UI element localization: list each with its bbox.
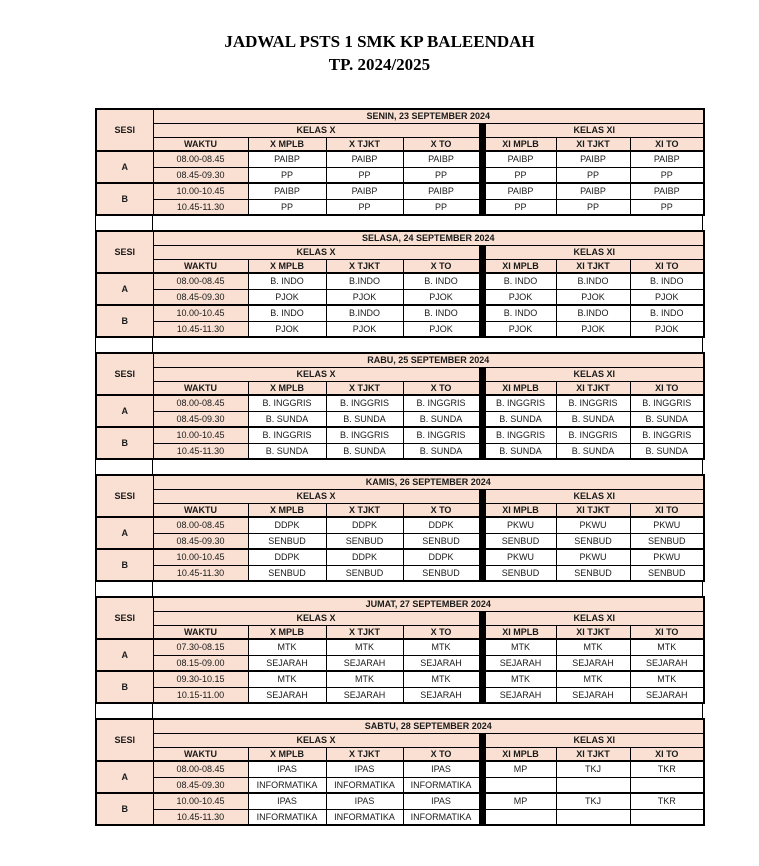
column-header: X MPLB — [248, 381, 326, 395]
session-label: A — [96, 639, 153, 671]
time-cell: 08.00-08.45 — [153, 273, 248, 289]
subject-cell: PP — [485, 167, 556, 183]
subject-cell: SENBUD — [248, 565, 326, 581]
time-cell: 10.45-11.30 — [153, 199, 248, 215]
column-header: XI MPLB — [485, 259, 556, 273]
subject-cell: TKR — [630, 761, 704, 777]
subject-cell: B. SUNDA — [403, 411, 479, 427]
subject-cell: MTK — [485, 639, 556, 655]
column-header: XI TJKT — [556, 747, 630, 761]
subject-cell: SENBUD — [630, 533, 704, 549]
subject-cell: B. INGGRIS — [556, 427, 630, 443]
subject-cell: PP — [326, 167, 403, 183]
subject-cell: PAIBP — [326, 183, 403, 199]
column-header: X TO — [403, 625, 479, 639]
time-cell: 08.45-09.30 — [153, 411, 248, 427]
subject-cell: SEJARAH — [403, 687, 479, 703]
subject-cell: MTK — [556, 639, 630, 655]
column-header: XI TJKT — [556, 137, 630, 151]
subject-cell — [485, 809, 556, 825]
sesi-header: SESI — [96, 719, 153, 761]
subject-cell: B. INGGRIS — [403, 395, 479, 411]
table-spacer — [95, 582, 703, 596]
subject-cell: B. INGGRIS — [326, 427, 403, 443]
subject-cell: B. INDO — [248, 273, 326, 289]
column-header: X TJKT — [326, 381, 403, 395]
subject-cell: PAIBP — [485, 183, 556, 199]
column-header: WAKTU — [153, 625, 248, 639]
column-header: WAKTU — [153, 137, 248, 151]
time-cell: 10.15-11.00 — [153, 687, 248, 703]
time-cell: 10.45-11.30 — [153, 321, 248, 337]
day-table — [95, 718, 705, 826]
page-title — [0, 0, 759, 76]
subject-cell: SENBUD — [485, 565, 556, 581]
kelas-xi-header: KELAS XI — [485, 489, 704, 503]
subject-cell: SENBUD — [556, 565, 630, 581]
subject-cell: SEJARAH — [248, 687, 326, 703]
subject-cell: B. INDO — [485, 305, 556, 321]
subject-cell: B. INDO — [485, 273, 556, 289]
subject-cell: IPAS — [326, 793, 403, 809]
day-table — [95, 352, 705, 460]
column-header: XI TO — [630, 747, 704, 761]
subject-cell: B. SUNDA — [248, 411, 326, 427]
time-cell: 10.45-11.30 — [153, 443, 248, 459]
day-table — [95, 474, 705, 582]
subject-cell: PJOK — [326, 321, 403, 337]
subject-cell: PJOK — [485, 289, 556, 305]
kelas-x-header: KELAS X — [153, 733, 479, 747]
day-title: RABU, 25 SEPTEMBER 2024 — [153, 353, 704, 367]
subject-cell: MTK — [403, 671, 479, 687]
session-label: B — [96, 427, 153, 459]
subject-cell: IPAS — [403, 761, 479, 777]
kelas-x-header: KELAS X — [153, 489, 479, 503]
subject-cell — [630, 809, 704, 825]
time-cell: 08.45-09.30 — [153, 533, 248, 549]
column-header: X MPLB — [248, 137, 326, 151]
subject-cell: MTK — [326, 639, 403, 655]
time-cell: 08.00-08.45 — [153, 151, 248, 167]
subject-cell: PJOK — [485, 321, 556, 337]
column-header: X MPLB — [248, 259, 326, 273]
subject-cell: MTK — [630, 671, 704, 687]
subject-cell: B. SUNDA — [556, 411, 630, 427]
subject-cell: PP — [630, 167, 704, 183]
column-header: X TO — [403, 137, 479, 151]
column-header: X TJKT — [326, 503, 403, 517]
day-table — [95, 108, 705, 216]
subject-cell: MP — [485, 761, 556, 777]
subject-cell: MTK — [630, 639, 704, 655]
table-spacer — [95, 704, 703, 718]
sesi-header: SESI — [96, 475, 153, 517]
title-line-2: TP. 2024/2025 — [328, 55, 431, 74]
subject-cell: B.INDO — [326, 305, 403, 321]
subject-cell: B. INDO — [248, 305, 326, 321]
sesi-header: SESI — [96, 109, 153, 151]
column-header: XI MPLB — [485, 137, 556, 151]
kelas-x-header: KELAS X — [153, 611, 479, 625]
session-label: A — [96, 151, 153, 183]
subject-cell: MTK — [556, 671, 630, 687]
subject-cell: INFORMATIKA — [403, 809, 479, 825]
subject-cell: DDPK — [248, 517, 326, 533]
subject-cell: PAIBP — [630, 183, 704, 199]
time-cell: 10.00-10.45 — [153, 305, 248, 321]
subject-cell: B. INGGRIS — [485, 427, 556, 443]
day-title: JUMAT, 27 SEPTEMBER 2024 — [153, 597, 704, 611]
subject-cell: SEJARAH — [248, 655, 326, 671]
subject-cell: SENBUD — [485, 533, 556, 549]
time-cell: 08.00-08.45 — [153, 761, 248, 777]
session-label: A — [96, 517, 153, 549]
column-header: XI TJKT — [556, 625, 630, 639]
subject-cell: TKJ — [556, 761, 630, 777]
subject-cell: SEJARAH — [556, 655, 630, 671]
subject-cell — [556, 777, 630, 793]
subject-cell: SEJARAH — [326, 655, 403, 671]
subject-cell: B. INDO — [403, 273, 479, 289]
subject-cell: B. SUNDA — [630, 411, 704, 427]
subject-cell: DDPK — [403, 517, 479, 533]
kelas-xi-header: KELAS XI — [485, 367, 704, 381]
subject-cell: IPAS — [248, 761, 326, 777]
subject-cell: B. INGGRIS — [248, 395, 326, 411]
time-cell: 10.45-11.30 — [153, 809, 248, 825]
column-header: XI TJKT — [556, 259, 630, 273]
subject-cell: PKWU — [556, 549, 630, 565]
day-title: SABTU, 28 SEPTEMBER 2024 — [153, 719, 704, 733]
subject-cell: B. INGGRIS — [326, 395, 403, 411]
subject-cell: B. INGGRIS — [248, 427, 326, 443]
time-cell: 10.00-10.45 — [153, 183, 248, 199]
column-header: WAKTU — [153, 503, 248, 517]
subject-cell: INFORMATIKA — [326, 809, 403, 825]
subject-cell: SENBUD — [556, 533, 630, 549]
day-title: SENIN, 23 SEPTEMBER 2024 — [153, 109, 704, 123]
subject-cell: PJOK — [556, 321, 630, 337]
subject-cell: SEJARAH — [326, 687, 403, 703]
subject-cell: PKWU — [630, 517, 704, 533]
subject-cell — [485, 777, 556, 793]
session-label: B — [96, 671, 153, 703]
subject-cell: INFORMATIKA — [248, 809, 326, 825]
column-header: X TO — [403, 503, 479, 517]
subject-cell: MTK — [485, 671, 556, 687]
subject-cell: TKJ — [556, 793, 630, 809]
subject-cell: SEJARAH — [556, 687, 630, 703]
subject-cell: B. SUNDA — [556, 443, 630, 459]
kelas-xi-header: KELAS XI — [485, 733, 704, 747]
subject-cell: PAIBP — [403, 183, 479, 199]
column-header: XI TO — [630, 625, 704, 639]
kelas-x-header: KELAS X — [153, 367, 479, 381]
table-spacer — [95, 460, 703, 474]
subject-cell: B. SUNDA — [248, 443, 326, 459]
session-label: B — [96, 793, 153, 825]
column-header: X TJKT — [326, 625, 403, 639]
kelas-xi-header: KELAS XI — [485, 123, 704, 137]
column-header: XI MPLB — [485, 747, 556, 761]
column-header: X MPLB — [248, 625, 326, 639]
time-cell: 08.00-08.45 — [153, 517, 248, 533]
column-header: WAKTU — [153, 381, 248, 395]
subject-cell: PJOK — [248, 289, 326, 305]
table-spacer — [95, 338, 703, 352]
kelas-xi-header: KELAS XI — [485, 611, 704, 625]
subject-cell: B. INDO — [630, 305, 704, 321]
subject-cell: MP — [485, 793, 556, 809]
subject-cell: B. INDO — [403, 305, 479, 321]
subject-cell: DDPK — [403, 549, 479, 565]
subject-cell: B.INDO — [326, 273, 403, 289]
column-header: XI MPLB — [485, 503, 556, 517]
subject-cell: PJOK — [630, 321, 704, 337]
subject-cell: SEJARAH — [485, 655, 556, 671]
column-header: X TJKT — [326, 137, 403, 151]
subject-cell: IPAS — [326, 761, 403, 777]
column-header: X MPLB — [248, 747, 326, 761]
subject-cell: B. INGGRIS — [485, 395, 556, 411]
kelas-xi-header: KELAS XI — [485, 245, 704, 259]
subject-cell: TKR — [630, 793, 704, 809]
column-header: X MPLB — [248, 503, 326, 517]
time-cell: 10.00-10.45 — [153, 427, 248, 443]
subject-cell: MTK — [326, 671, 403, 687]
subject-cell: PKWU — [485, 517, 556, 533]
subject-cell: PP — [248, 199, 326, 215]
time-cell: 10.45-11.30 — [153, 565, 248, 581]
subject-cell: PAIBP — [248, 183, 326, 199]
subject-cell: PP — [326, 199, 403, 215]
column-header: XI TO — [630, 259, 704, 273]
subject-cell: PAIBP — [556, 151, 630, 167]
subject-cell: B. SUNDA — [326, 443, 403, 459]
subject-cell: PKWU — [556, 517, 630, 533]
subject-cell: PP — [485, 199, 556, 215]
subject-cell: INFORMATIKA — [326, 777, 403, 793]
subject-cell: DDPK — [326, 517, 403, 533]
subject-cell: MTK — [403, 639, 479, 655]
column-header: XI MPLB — [485, 625, 556, 639]
column-header: XI MPLB — [485, 381, 556, 395]
session-label: B — [96, 549, 153, 581]
subject-cell: B. INGGRIS — [403, 427, 479, 443]
title-line-1: JADWAL PSTS 1 SMK KP BALEENDAH — [224, 32, 535, 51]
subject-cell: PP — [556, 167, 630, 183]
kelas-x-header: KELAS X — [153, 245, 479, 259]
column-header: X TJKT — [326, 747, 403, 761]
subject-cell: INFORMATIKA — [248, 777, 326, 793]
subject-cell: B.INDO — [556, 273, 630, 289]
subject-cell: PKWU — [485, 549, 556, 565]
subject-cell: PAIBP — [630, 151, 704, 167]
subject-cell — [556, 809, 630, 825]
subject-cell: B.INDO — [556, 305, 630, 321]
time-cell: 10.00-10.45 — [153, 793, 248, 809]
subject-cell: SENBUD — [326, 533, 403, 549]
time-cell: 08.15-09.00 — [153, 655, 248, 671]
subject-cell: SENBUD — [248, 533, 326, 549]
subject-cell: B. INGGRIS — [556, 395, 630, 411]
subject-cell: PP — [403, 167, 479, 183]
subject-cell: DDPK — [248, 549, 326, 565]
column-header: XI TO — [630, 137, 704, 151]
subject-cell: B. SUNDA — [403, 443, 479, 459]
subject-cell: PP — [403, 199, 479, 215]
session-label: B — [96, 183, 153, 215]
subject-cell: PJOK — [403, 289, 479, 305]
column-header: XI TJKT — [556, 381, 630, 395]
subject-cell: SEJARAH — [630, 687, 704, 703]
subject-cell: SEJARAH — [485, 687, 556, 703]
subject-cell: MTK — [248, 671, 326, 687]
subject-cell: PAIBP — [485, 151, 556, 167]
time-cell: 08.45-09.30 — [153, 289, 248, 305]
time-cell: 10.00-10.45 — [153, 549, 248, 565]
kelas-x-header: KELAS X — [153, 123, 479, 137]
subject-cell: PAIBP — [326, 151, 403, 167]
session-label: A — [96, 395, 153, 427]
subject-cell: B. INDO — [630, 273, 704, 289]
subject-cell: INFORMATIKA — [403, 777, 479, 793]
subject-cell: B. INGGRIS — [630, 427, 704, 443]
subject-cell: SENBUD — [403, 565, 479, 581]
session-label: B — [96, 305, 153, 337]
subject-cell: MTK — [248, 639, 326, 655]
time-cell: 09.30-10.15 — [153, 671, 248, 687]
subject-cell: PJOK — [248, 321, 326, 337]
subject-cell: SENBUD — [403, 533, 479, 549]
subject-cell: SENBUD — [326, 565, 403, 581]
subject-cell: DDPK — [326, 549, 403, 565]
subject-cell: PP — [248, 167, 326, 183]
column-header: X TO — [403, 747, 479, 761]
day-title: SELASA, 24 SEPTEMBER 2024 — [153, 231, 704, 245]
time-cell: 08.00-08.45 — [153, 395, 248, 411]
sesi-header: SESI — [96, 231, 153, 273]
subject-cell — [630, 777, 704, 793]
column-header: WAKTU — [153, 747, 248, 761]
subject-cell: IPAS — [248, 793, 326, 809]
day-table — [95, 596, 705, 704]
column-header: XI TJKT — [556, 503, 630, 517]
column-header: X TO — [403, 381, 479, 395]
subject-cell: B. INGGRIS — [630, 395, 704, 411]
table-spacer — [95, 216, 703, 230]
session-label: A — [96, 273, 153, 305]
column-header: XI TO — [630, 381, 704, 395]
subject-cell: PJOK — [326, 289, 403, 305]
subject-cell: PAIBP — [403, 151, 479, 167]
subject-cell: IPAS — [403, 793, 479, 809]
subject-cell: PJOK — [556, 289, 630, 305]
subject-cell: PKWU — [630, 549, 704, 565]
subject-cell: SEJARAH — [403, 655, 479, 671]
schedule-tables — [95, 108, 703, 826]
subject-cell: PJOK — [630, 289, 704, 305]
day-title: KAMIS, 26 SEPTEMBER 2024 — [153, 475, 704, 489]
subject-cell: SEJARAH — [630, 655, 704, 671]
subject-cell: PAIBP — [556, 183, 630, 199]
subject-cell: PJOK — [403, 321, 479, 337]
time-cell: 07.30-08.15 — [153, 639, 248, 655]
subject-cell: PP — [556, 199, 630, 215]
subject-cell: B. SUNDA — [485, 411, 556, 427]
sesi-header: SESI — [96, 597, 153, 639]
subject-cell: B. SUNDA — [326, 411, 403, 427]
subject-cell: PAIBP — [248, 151, 326, 167]
session-label: A — [96, 761, 153, 793]
time-cell: 08.45-09.30 — [153, 167, 248, 183]
subject-cell: B. SUNDA — [630, 443, 704, 459]
column-header: XI TO — [630, 503, 704, 517]
subject-cell: SENBUD — [630, 565, 704, 581]
time-cell: 08.45-09.30 — [153, 777, 248, 793]
column-header: X TO — [403, 259, 479, 273]
column-header: WAKTU — [153, 259, 248, 273]
sesi-header: SESI — [96, 353, 153, 395]
subject-cell: PP — [630, 199, 704, 215]
subject-cell: B. SUNDA — [485, 443, 556, 459]
day-table — [95, 230, 705, 338]
column-header: X TJKT — [326, 259, 403, 273]
